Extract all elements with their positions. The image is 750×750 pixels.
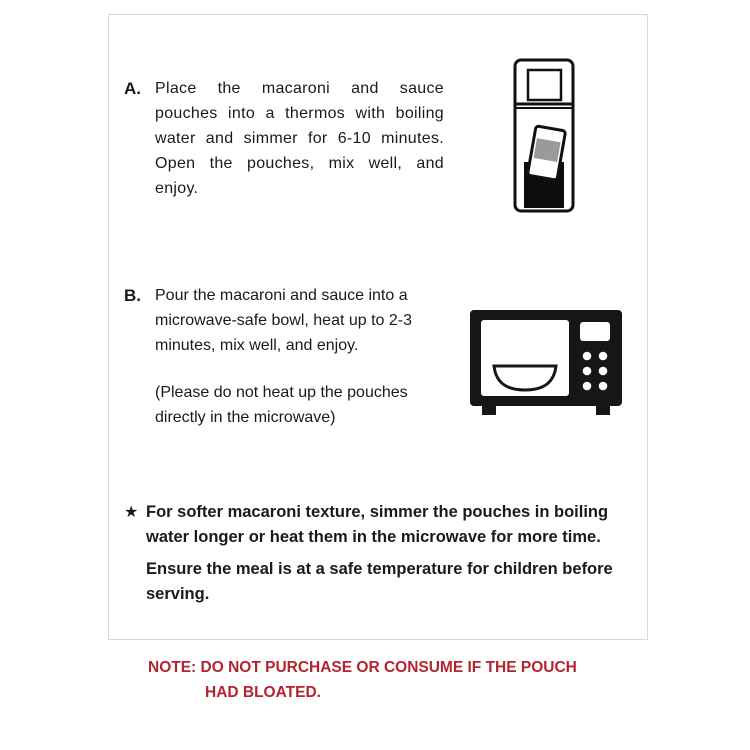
tip xyxy=(124,500,644,607)
step-a xyxy=(124,76,444,201)
step-b xyxy=(124,283,444,430)
step-a-text: Place the macaroni and sauce pouches into a thermos with boiling water and simmer for 6-10 minutes. Open the pouches, mix well, and enjoy. xyxy=(155,80,444,197)
tip-text: For softer macaroni texture, simmer the pouches in boiling water longer or heat them in the microwave for more time. xyxy=(146,503,609,546)
step-b-letter: B. xyxy=(124,286,141,305)
warning-note xyxy=(148,655,628,705)
microwave-icon xyxy=(470,310,622,416)
step-b-text: Pour the macaroni and sauce into a microwave-safe bowl, heat up to 2-3 minutes, mix well, and enjoy. xyxy=(155,287,413,354)
thermos-icon xyxy=(512,58,576,214)
warning-line-1: NOTE: DO NOT PURCHASE OR CONSUME IF THE POUCH xyxy=(148,659,577,676)
warning-line-2: HAD BLOATED. xyxy=(205,684,321,701)
step-a-letter: A. xyxy=(124,79,141,98)
tip-safety-text: Ensure the meal is at a safe temperature for children before serving. xyxy=(146,560,613,603)
step-b-note: (Please do not heat up the pouches directly in the microwave) xyxy=(155,384,408,426)
star-icon: ★ xyxy=(124,504,139,521)
